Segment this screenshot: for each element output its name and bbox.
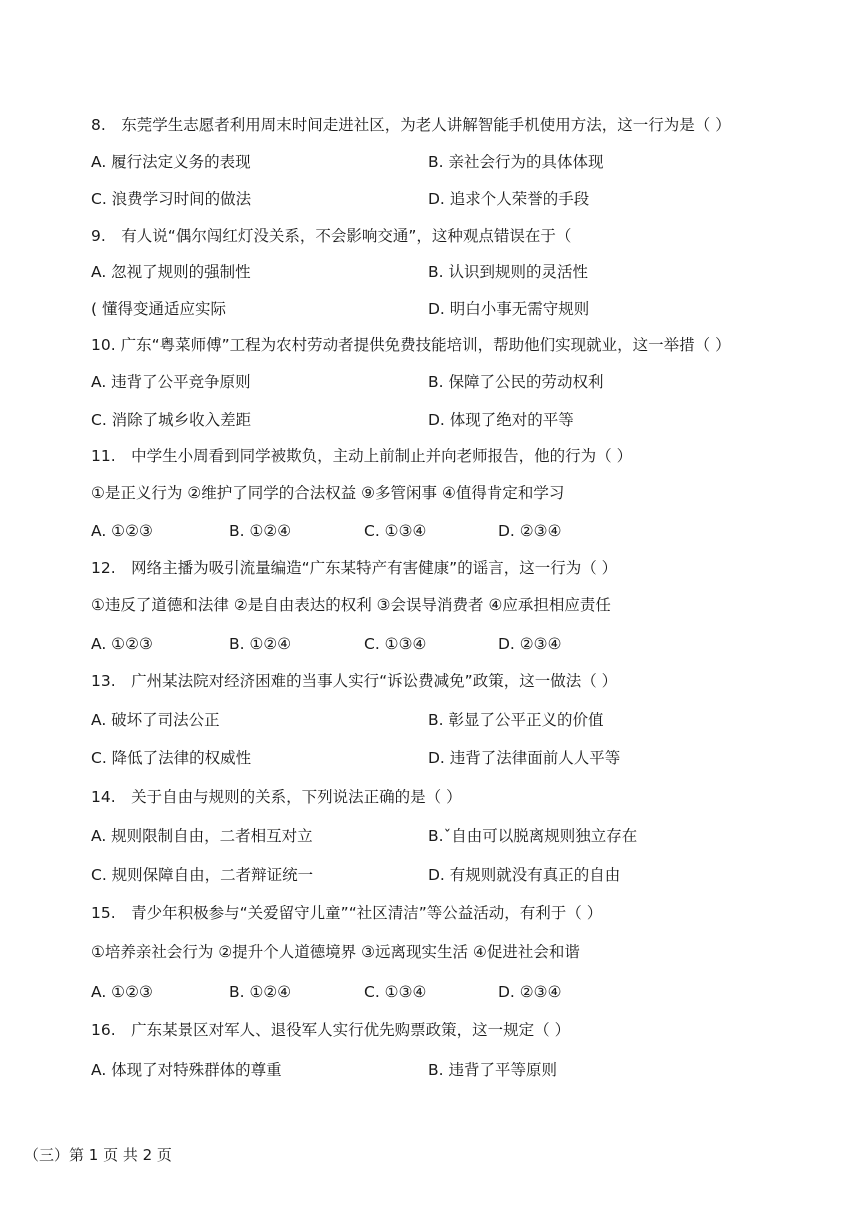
question-15-option-d: D. ②③④	[498, 983, 562, 1001]
question-8-stem: 8. 东莞学生志愿者利用周末时间走进社区，为老人讲解智能手机使用方法，这一行为是（ ）	[91, 116, 731, 134]
question-9-option-c: ( 懂得变通适应实际	[91, 300, 226, 318]
question-12-option-a: A. ①②③	[91, 635, 153, 653]
question-13-option-a: A. 破坏了司法公正	[91, 711, 220, 729]
question-10-option-b: B. 保障了公民的劳动权利	[428, 373, 604, 391]
question-11-option-b: B. ①②④	[229, 522, 292, 540]
question-14-option-a: A. 规则限制自由，二者相互对立	[91, 827, 313, 845]
question-15-option-c: C. ①③④	[364, 983, 427, 1001]
question-16-stem: 16. 广东某景区对军人、退役军人实行优先购票政策，这一规定（ ）	[91, 1021, 571, 1039]
question-14-option-c: C. 规则保障自由，二者辩证统一	[91, 866, 314, 884]
page-footer: （三）第 1 页 共 2 页	[24, 1146, 172, 1164]
question-11-option-d: D. ②③④	[498, 522, 562, 540]
question-10-stem: 10. 广东“粤菜师傅”工程为农村劳动者提供免费技能培训，帮助他们实现就业，这一举措（ ）	[91, 336, 731, 354]
question-13-option-c: C. 降低了法律的权威性	[91, 749, 252, 767]
question-11-option-a: A. ①②③	[91, 522, 153, 540]
question-9-option-a: A. 忽视了规则的强制性	[91, 263, 251, 281]
question-12-option-b: B. ①②④	[229, 635, 292, 653]
question-15-statements: ①培养亲社会行为 ②提升个人道德境界 ③远离现实生活 ④促进社会和谐	[91, 943, 580, 961]
question-15-stem: 15. 青少年积极参与“关爱留守儿童”“社区清洁”等公益活动，有利于（ ）	[91, 904, 603, 922]
question-13-option-b: B. 彰显了公平正义的价值	[428, 711, 604, 729]
question-9-option-d: D. 明白小事无需守规则	[428, 300, 590, 318]
question-14-option-b: B.ˇ自由可以脱离规则独立存在	[428, 827, 638, 845]
question-12-option-c: C. ①③④	[364, 635, 427, 653]
question-10-option-c: C. 消除了城乡收入差距	[91, 411, 252, 429]
question-13-stem: 13. 广州某法院对经济困难的当事人实行“诉讼费减免”政策，这一做法（ ）	[91, 672, 618, 690]
question-12-statements: ①违反了道德和法律 ②是自由表达的权利 ③会误导消费者 ④应承担相应责任	[91, 596, 611, 614]
question-11-option-c: C. ①③④	[364, 522, 427, 540]
question-11-statements: ①是正义行为 ②维护了同学的合法权益 ⑨多管闲事 ④值得肯定和学习	[91, 484, 565, 502]
question-14-option-d: D. 有规则就没有真正的自由	[428, 866, 621, 884]
question-9-option-b: B. 认识到规则的灵活性	[428, 263, 588, 281]
question-16-option-b: B. 违背了平等原则	[428, 1061, 557, 1079]
question-15-option-a: A. ①②③	[91, 983, 153, 1001]
question-8-option-c: C. 浪费学习时间的做法	[91, 190, 252, 208]
question-9-stem: 9. 有人说“偶尔闯红灯没关系，不会影响交通”，这种观点错误在于（	[91, 227, 572, 245]
question-12-option-d: D. ②③④	[498, 635, 562, 653]
question-8-option-d: D. 追求个人荣誉的手段	[428, 190, 590, 208]
question-10-option-d: D. 体现了绝对的平等	[428, 411, 574, 429]
question-13-option-d: D. 违背了法律面前人人平等	[428, 749, 621, 767]
question-8-option-b: B. 亲社会行为的具体体现	[428, 153, 604, 171]
question-14-stem: 14. 关于自由与规则的关系，下列说法正确的是（ ）	[91, 788, 462, 806]
question-15-option-b: B. ①②④	[229, 983, 292, 1001]
question-10-option-a: A. 违背了公平竞争原则	[91, 373, 251, 391]
question-8-option-a: A. 履行法定义务的表现	[91, 153, 251, 171]
question-12-stem: 12. 网络主播为吸引流量编造“广东某特产有害健康”的谣言，这一行为（ ）	[91, 559, 618, 577]
question-11-stem: 11. 中学生小周看到同学被欺负，主动上前制止并向老师报告，他的行为（ ）	[91, 447, 633, 465]
question-16-option-a: A. 体现了对特殊群体的尊重	[91, 1061, 282, 1079]
